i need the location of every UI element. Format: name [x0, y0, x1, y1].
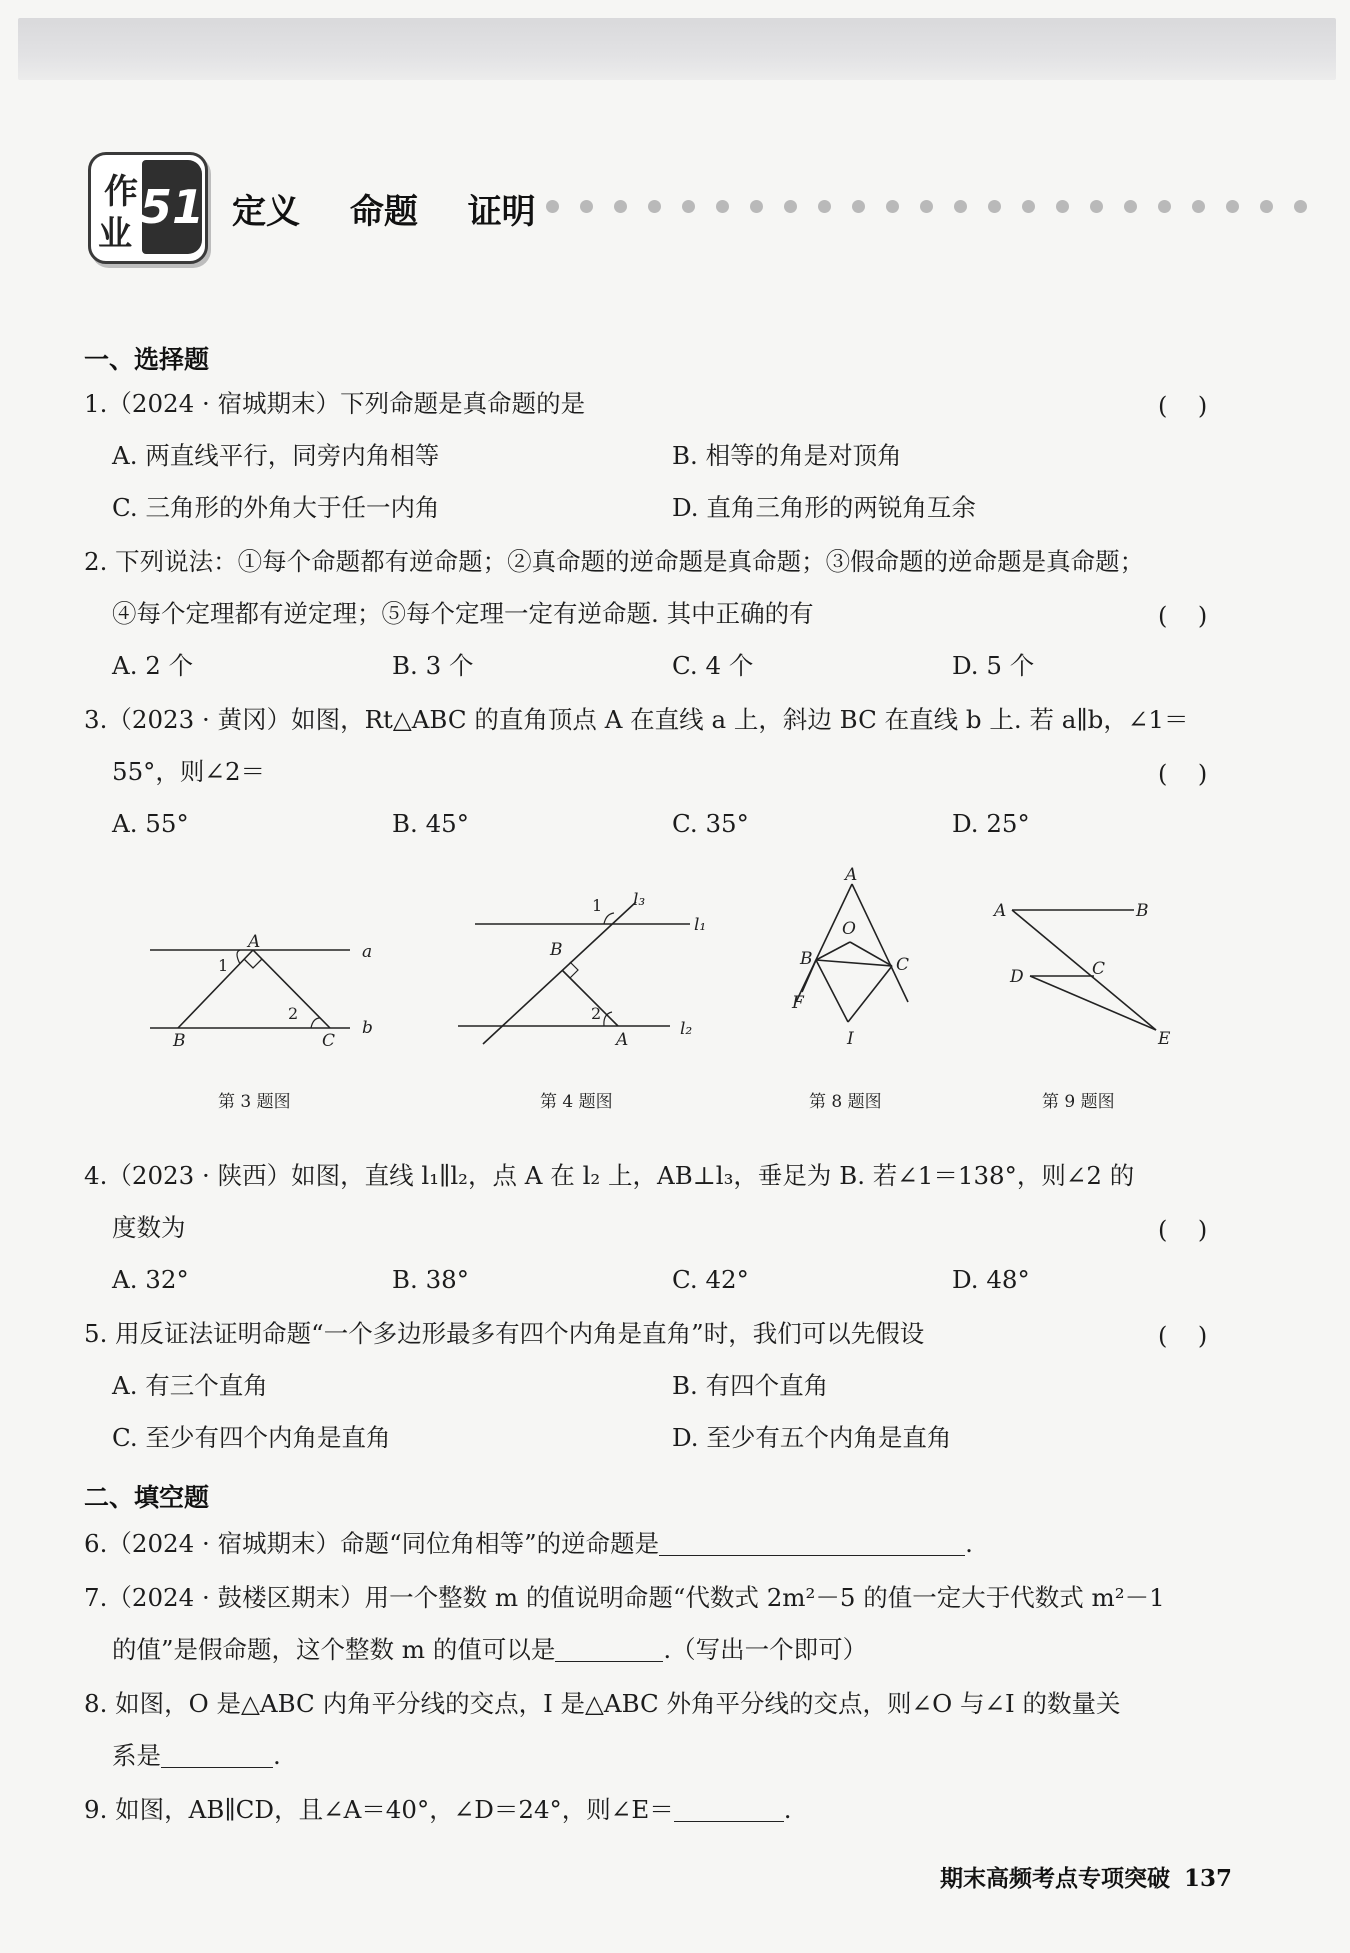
fig4-label-B: B — [550, 940, 563, 960]
fig4-label-1: 1 — [592, 896, 603, 915]
question-2-line-2: ④每个定理都有逆定理；⑤每个定理一定有逆命题. 其中正确的有 — [112, 599, 814, 628]
question-6 — [84, 1529, 973, 1558]
fig9-label-C: C — [1092, 959, 1106, 979]
q5-option-a: A. 有三个直角 — [112, 1371, 268, 1400]
answer-paren: ( ) — [1158, 602, 1208, 630]
q3-option-a: A. 55° — [112, 809, 189, 838]
q2-option-c: C. 4 个 — [672, 651, 754, 680]
fig4-caption: 第 4 题图 — [540, 1092, 613, 1112]
answer-paren: ( ) — [1158, 1216, 1208, 1244]
page-footer — [940, 1860, 1232, 1893]
q4-option-a: A. 32° — [112, 1265, 189, 1294]
badge-number: 51 — [142, 160, 202, 254]
q1-option-b: B. 相等的角是对顶角 — [672, 441, 902, 470]
q3-option-d: D. 25° — [952, 809, 1030, 838]
section-heading-fill: 二、填空题 — [84, 1483, 210, 1512]
fig9-label-A: A — [994, 901, 1007, 921]
answer-paren: ( ) — [1158, 1322, 1208, 1350]
question-8-line-2 — [112, 1741, 281, 1770]
q1-option-d: D. 直角三角形的两锐角互余 — [672, 493, 976, 522]
fig4-label-A: A — [616, 1030, 629, 1050]
fig3-label-2: 2 — [288, 1004, 299, 1023]
fig9-caption: 第 9 题图 — [1042, 1092, 1115, 1112]
fig9-label-B: B — [1136, 901, 1149, 921]
figure-8 — [796, 884, 908, 1022]
fig8-label-O: O — [842, 919, 856, 939]
q3-option-b: B. 45° — [392, 809, 470, 838]
answer-paren: ( ) — [1158, 392, 1208, 420]
question-7-line-2 — [112, 1635, 868, 1664]
answer-blank[interactable] — [659, 1535, 965, 1556]
figure-4 — [458, 902, 693, 1044]
question-8-line-1: 8. 如图，O 是△ABC 内角平分线的交点，I 是△ABC 外角平分线的交点，则∠O 与∠I 的数量关 — [84, 1689, 1121, 1718]
question-3-line-1: 3.（2023 · 黄冈）如图，Rt△ABC 的直角顶点 A 在直线 a 上，斜边 BC 在直线 b 上. 若 a∥b，∠1＝ — [84, 705, 1189, 734]
fig8-caption: 第 8 题图 — [809, 1092, 882, 1112]
question-6-end: . — [965, 1529, 973, 1558]
figure-9 — [1012, 910, 1156, 1030]
section-heading-choice: 一、选择题 — [84, 345, 210, 374]
page-number: 137 — [1184, 1865, 1233, 1892]
question-7-line-2a: 的值”是假命题，这个整数 m 的值可以是 — [112, 1635, 556, 1664]
q4-option-c: C. 42° — [672, 1265, 749, 1294]
q3-option-c: C. 35° — [672, 809, 749, 838]
question-8-line-2a: 系是 — [112, 1741, 161, 1770]
question-9-stem: 9. 如图，AB∥CD，且∠A＝40°，∠D＝24°，则∠E＝ — [84, 1795, 674, 1824]
question-8-line-2b: . — [273, 1741, 281, 1770]
q1-option-a: A. 两直线平行，同旁内角相等 — [112, 441, 440, 470]
badge-bottom-char: 业 — [98, 214, 132, 254]
answer-blank[interactable] — [674, 1801, 784, 1822]
fig3-label-b: b — [362, 1018, 373, 1038]
question-1-stem: 1.（2024 · 宿城期末）下列命题是真命题的是 — [84, 389, 586, 418]
answer-paren: ( ) — [1158, 760, 1208, 788]
title-word-3: 证明 — [467, 192, 536, 232]
question-2-line-1: 2. 下列说法：①每个命题都有逆命题；②真命题的逆命题是真命题；③假命题的逆命题是真命题； — [84, 547, 1145, 576]
fig8-label-F: F — [792, 993, 804, 1013]
q5-option-c: C. 至少有四个内角是直角 — [112, 1423, 391, 1452]
fig3-label-C: C — [322, 1031, 336, 1051]
fig3-label-B: B — [173, 1031, 186, 1051]
question-7-line-1: 7.（2024 · 鼓楼区期末）用一个整数 m 的值说明命题“代数式 2m²－5 的值一定大于代数式 m²－1 — [84, 1583, 1165, 1612]
page-title — [232, 184, 574, 233]
question-9 — [84, 1795, 792, 1824]
question-4-line-2: 度数为 — [112, 1213, 186, 1242]
title-dot-leader — [546, 200, 1307, 213]
fig9-label-D: D — [1010, 967, 1024, 987]
footer-book-title: 期末高频考点专项突破 — [940, 1866, 1170, 1892]
answer-blank[interactable] — [555, 1641, 663, 1662]
title-word-2: 命题 — [349, 192, 418, 232]
fig3-caption: 第 3 题图 — [218, 1092, 291, 1112]
figures-row — [0, 860, 1350, 1120]
question-6-stem: 6.（2024 · 宿城期末）命题“同位角相等”的逆命题是 — [84, 1529, 660, 1558]
fig3-label-a: a — [362, 942, 373, 962]
fig9-label-E: E — [1158, 1029, 1171, 1049]
top-gray-band — [18, 18, 1336, 80]
answer-blank[interactable] — [161, 1747, 273, 1768]
title-word-1: 定义 — [232, 192, 300, 232]
question-5-stem: 5. 用反证法证明命题“一个多边形最多有四个内角是直角”时，我们可以先假设 — [84, 1319, 925, 1348]
fig8-label-C: C — [896, 955, 910, 975]
fig8-label-I: I — [847, 1029, 854, 1049]
fig3-label-A: A — [248, 932, 261, 952]
q4-option-d: D. 48° — [952, 1265, 1030, 1294]
question-4-line-1: 4.（2023 · 陕西）如图，直线 l₁∥l₂，点 A 在 l₂ 上，AB⊥l₃，垂足为 B. 若∠1＝138°，则∠2 的 — [84, 1161, 1135, 1190]
q5-option-d: D. 至少有五个内角是直角 — [672, 1423, 952, 1452]
badge-top-char: 作 — [104, 172, 138, 212]
q2-option-b: B. 3 个 — [392, 651, 474, 680]
q4-option-b: B. 38° — [392, 1265, 470, 1294]
fig4-label-l2: l₂ — [680, 1019, 693, 1039]
question-9-end: . — [783, 1795, 792, 1824]
fig8-label-B: B — [800, 949, 813, 969]
fig4-label-l1: l₁ — [694, 915, 707, 935]
fig3-label-1: 1 — [218, 956, 229, 975]
q5-option-b: B. 有四个直角 — [672, 1371, 829, 1400]
figure-3 — [150, 950, 350, 1028]
question-3-line-2: 55°，则∠2＝ — [112, 757, 266, 786]
question-7-line-2b: .（写出一个即可） — [663, 1635, 868, 1664]
q1-option-c: C. 三角形的外角大于任一内角 — [112, 493, 440, 522]
fig4-label-2: 2 — [591, 1004, 602, 1023]
homework-badge — [88, 152, 208, 264]
fig4-label-l3: l₃ — [633, 890, 646, 910]
q2-option-d: D. 5 个 — [952, 651, 1035, 680]
fig8-label-A: A — [845, 865, 858, 885]
q2-option-a: A. 2 个 — [112, 651, 194, 680]
